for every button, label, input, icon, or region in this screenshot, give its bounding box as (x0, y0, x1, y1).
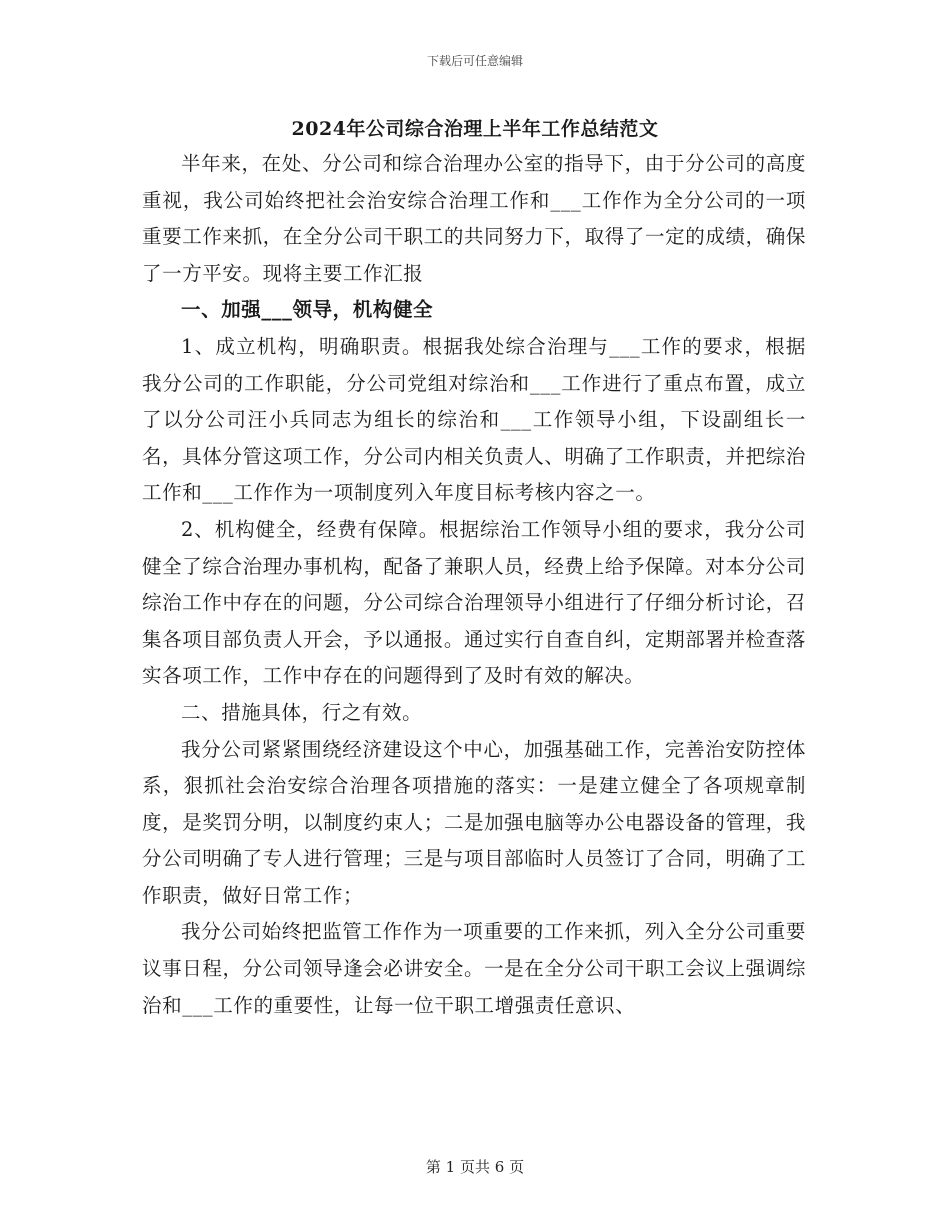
section-heading-2: 二、措施具体，行之有效。 (181, 700, 423, 724)
paragraph-1-1: 1、成立机构，明确职责。根据我处综合治理与___工作的要求，根据我分公司的工作职能，分公司党组对综治和___工作进行了重点布置，成立了以分公司汪小兵同志为组长的综治和___工作领导小组，下设副组长一名，具体分管这项工作，分公司内相关负责人、明确了工作职责，并把综治工作和___工作作为一项制度列入年度目标考核内容之一。 (142, 334, 806, 505)
section-heading-1: 一、加强___领导，机构健全 (181, 298, 434, 322)
page-number: 第 1 页共 6 页 (425, 1158, 525, 1176)
document-body (142, 146, 806, 1024)
document-title: 2024年公司综合治理上半年工作总结范文 (291, 118, 659, 140)
paragraph-1-2: 2、机构健全，经费有保障。根据综治工作领导小组的要求，我分公司健全了综合治理办事机构，配备了兼职人员，经费上给予保障。对本分公司综治工作中存在的问题，分公司综合治理领导小组进行了仔细分析讨论，召集各项目部负责人开会，予以通报。通过实行自查自纠，定期部署并检查落实各项工作，工作中存在的问题得到了及时有效的解决。 (142, 517, 806, 688)
paragraph-intro: 半年来，在处、分公司和综合治理办公室的指导下，由于分公司的高度重视，我公司始终把社会治安综合治理工作和___工作作为全分公司的一项重要工作来抓，在全分公司干职工的共同努力下，取得了一定的成绩，确保了一方平安。现将主要工作汇报 (142, 152, 806, 285)
paragraph-2-2: 我分公司始终把监管工作作为一项重要的工作来抓，列入全分公司重要议事日程，分公司领导逢会必讲安全。一是在全分公司干职工会议上强调综治和___工作的重要性，让每一位干职工增强责任意识、 (142, 920, 806, 1017)
paragraph-2-1: 我分公司紧紧围绕经济建设这个中心，加强基础工作，完善治安防控体系，狠抓社会治安综合治理各项措施的落实：一是建立健全了各项规章制度，是奖罚分明，以制度约束人；二是加强电脑等办公电器设备的管理，我分公司明确了专人进行管理；三是与项目部临时人员签订了合同，明确了工作职责，做好日常工作； (142, 737, 806, 907)
header-note: 下载后可任意编辑 (426, 54, 523, 68)
